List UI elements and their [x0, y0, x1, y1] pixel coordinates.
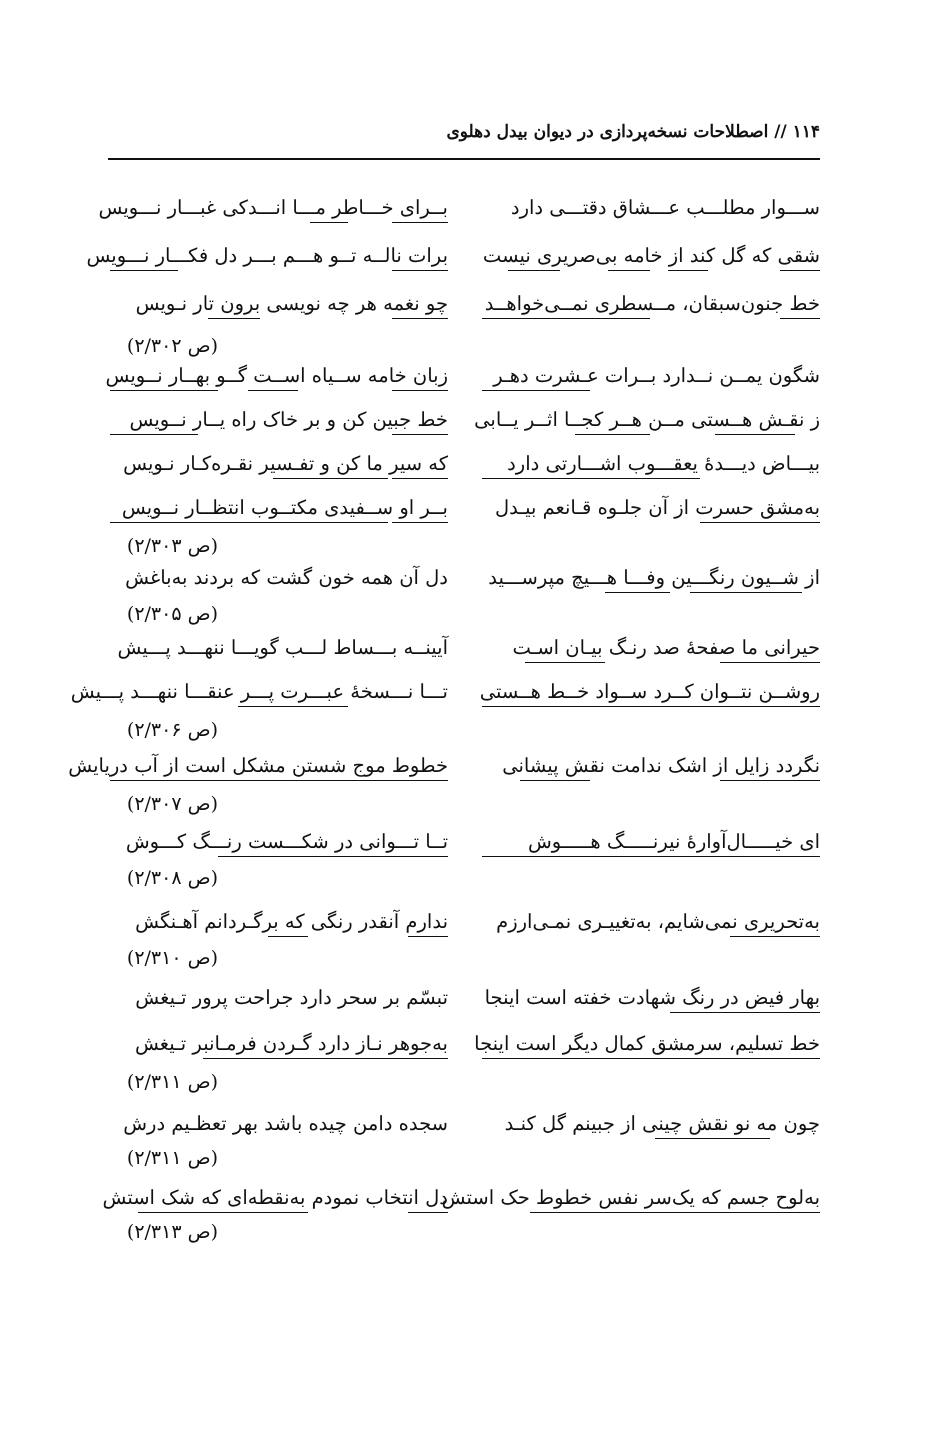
verse-list: [0, 188, 930, 1298]
verse-row: [0, 356, 930, 396]
underline-mark: [780, 270, 820, 271]
hemistich-left: خطوط موج شستن مشکل است از آب دریایش: [110, 746, 448, 786]
page-reference: (ص ۲/۳۰۲): [126, 335, 218, 357]
underline-mark: [690, 592, 802, 593]
page-reference: (ص ۲/۳۰۶): [126, 719, 218, 741]
hemistich-right: خط جنون‌سبقان، مــسطری نمــی‌خواهــد: [482, 284, 820, 324]
underline-mark: [310, 222, 348, 223]
underline-mark: [482, 390, 590, 391]
page-reference-row: [0, 1214, 930, 1254]
underline-mark: [110, 434, 198, 435]
underline-mark: [110, 522, 283, 523]
hemistich-right: حیرانی ما صفحۀ صد رنـگ بیـان اسـت: [482, 628, 820, 668]
verse-row: [0, 188, 930, 228]
underline-mark: [520, 780, 590, 781]
hemistich-left: سجده دامن چیده باشد بهر تعظـیم درش: [123, 1112, 448, 1135]
hemistich-right: شقی که گل کند از خامه بی‌صریری نیست: [482, 236, 820, 276]
hemistich-left: بــر او ســفیدی مکتــوب انتظــار نــویس: [110, 488, 448, 528]
verse-row: [0, 1024, 930, 1064]
underline-mark: [218, 856, 448, 857]
underline-mark: [482, 706, 820, 707]
hemistich-left: خط جبین کن و بر خاک راه یــار نــویس: [110, 400, 448, 440]
hemistich-left: چو نغمه هر چه نویسی برون تار نـویس: [110, 284, 448, 324]
underline-mark: [530, 1212, 820, 1213]
page-reference: (ص ۲/۳۱۱): [126, 1071, 218, 1093]
verse-row: [0, 488, 930, 528]
hemistich-left: تـــا نـــسخۀ عبـــرت پـــر عنقـــا ننهـــد پـــیش: [110, 672, 448, 712]
page-reference-row: [0, 1140, 930, 1180]
hemistich-right: نگردد زایل از اشک ندامت نقش پیشانی: [482, 746, 820, 786]
verse-row: [0, 902, 930, 942]
hemistich-left: که سیر ما کن و تفـسیر نقـره‌کـار نـویس: [110, 444, 448, 484]
hemistich-right: روشــن نتــوان کــرد ســواد خــط هــستی: [482, 672, 820, 712]
underline-mark: [700, 522, 820, 523]
hemistich-right: از شــیون رنگـــین وفـــا هـــیچ مپرســـید: [482, 558, 820, 598]
underline-mark: [268, 936, 308, 937]
underline-mark: [110, 270, 178, 271]
underline-mark: [670, 1012, 820, 1013]
underline-mark: [668, 270, 708, 271]
underline-mark: [138, 1212, 308, 1213]
hemistich-right: خط تسلیم، سرمشق کمال دیگر است اینجا: [482, 1024, 820, 1064]
underline-mark: [655, 1138, 770, 1139]
underline-mark: [730, 936, 820, 937]
underline-mark: [525, 662, 605, 663]
verse-row: [0, 746, 930, 786]
underline-mark: [605, 592, 670, 593]
page-reference: (ص ۲/۳۱۰): [126, 947, 218, 969]
underline-mark: [408, 936, 448, 937]
hemistich-left: تبسّم بر سحر دارد جراحت پرور تـیغش: [135, 986, 448, 1009]
hemistich-left: تــا تـــوانی در شکـــست رنـــگ کـــوش: [110, 822, 448, 862]
underline-mark: [482, 1058, 820, 1059]
underline-mark: [575, 434, 650, 435]
underline-mark: [780, 318, 820, 319]
hemistich-left: به‌جوهر نـاز دارد گـردن فرمـانبر تـیغش: [110, 1024, 448, 1064]
underline-mark: [273, 478, 388, 479]
underline-mark: [392, 434, 448, 435]
underline-mark: [482, 478, 700, 479]
underline-mark: [608, 270, 650, 271]
page-title: ۱۱۴ // اصطلاحات نسخه‌پردازی در دیوان بیدل دهلوی: [446, 122, 820, 142]
hemistich-right: ســـوار مطلـــب عـــشاق دقتـــی دارد: [510, 196, 820, 219]
hemistich-right: به‌مشق حسرت از آن جلـوه قـانعم بیـدل: [482, 488, 820, 528]
page-reference-row: [0, 786, 930, 826]
hemistich-left: ندارم آنقدر رنگی که برگـردانم آهـنگش: [110, 902, 448, 942]
underline-mark: [392, 222, 448, 223]
verse-row: [0, 672, 930, 712]
underline-mark: [715, 434, 795, 435]
underline-mark: [203, 1058, 448, 1059]
underline-mark: [482, 856, 820, 857]
underline-mark: [482, 318, 650, 319]
hemistich-left: بــرای خـــاطر مـــا انـــدکی غبـــار نـــویس: [110, 188, 448, 228]
underline-mark: [392, 318, 448, 319]
hemistich-left: زبان خامه ســیاه اســت گــو بهــار نــویس: [110, 356, 448, 396]
hemistich-left: برات نالــه تــو هـــم بـــر دل فکـــار نـــویس: [110, 236, 448, 276]
verse-row: [0, 444, 930, 484]
hemistich-right: به‌لوح جسم که یک‌سر نفس خطوط حک استش: [482, 1178, 820, 1218]
underline-mark: [208, 318, 260, 319]
underline-mark: [392, 390, 448, 391]
hemistich-left: دل انتخاب نمودم به‌نقطه‌ای که شک استش: [110, 1178, 448, 1218]
underline-mark: [110, 780, 448, 781]
page-reference: (ص ۲/۳۰۷): [126, 793, 218, 815]
page-reference-row: [0, 860, 930, 900]
underline-mark: [392, 478, 448, 479]
page-header: [108, 118, 820, 160]
hemistich-right: بیـــاض دیـــدۀ یعقـــوب اشـــارتی دارد: [482, 444, 820, 484]
verse-row: [0, 400, 930, 440]
hemistich-left: دل آن همه خون گشت که بردند به‌باغش: [125, 566, 448, 589]
page-reference: (ص ۲/۳۰۵): [126, 603, 218, 625]
underline-mark: [238, 706, 348, 707]
page-reference-row: [0, 940, 930, 980]
verse-row: [0, 284, 930, 324]
verse-row: [0, 1178, 930, 1218]
page-reference: (ص ۲/۳۱۱): [126, 1147, 218, 1169]
verse-row: [0, 628, 930, 668]
underline-mark: [392, 270, 448, 271]
underline-mark: [283, 522, 388, 523]
hemistich-right: شگون یمــن نــدارد بــرات عـشرت دهـر: [482, 356, 820, 396]
verse-row: [0, 978, 930, 1018]
page-reference-row: [0, 1064, 930, 1104]
underline-mark: [720, 662, 820, 663]
page-reference: (ص ۲/۳۰۳): [126, 535, 218, 557]
verse-row: [0, 822, 930, 862]
underline-mark: [248, 390, 298, 391]
underline-mark: [508, 270, 560, 271]
underline-mark: [408, 1212, 448, 1213]
hemistich-right: بهار فیض در رنگ شهادت خفته است اینجا: [482, 978, 820, 1018]
verse-row: [0, 236, 930, 276]
hemistich-right: به‌تحریری نمی‌شایم، به‌تغییـری نمـی‌ارزم: [482, 902, 820, 942]
hemistich-right: ای خیـــــال‌آوارۀ نیرنـــــگ هـــــوش: [482, 822, 820, 862]
hemistich-right: ز نقـش هــستی مــن هــر کجــا اثــر یــابی: [482, 400, 820, 440]
page-reference: (ص ۲/۳۱۳): [126, 1221, 218, 1243]
verse-row: [0, 558, 930, 598]
hemistich-right: چون مه نو نقش چینی از جبینم گل کنـد: [482, 1104, 820, 1144]
underline-mark: [392, 522, 448, 523]
verse-row: [0, 1104, 930, 1144]
hemistich-left: آیینــه بـــساط لـــب گویـــا ننهـــد پـــیش: [117, 636, 448, 659]
page-reference: (ص ۲/۳۰۸): [126, 867, 218, 889]
underline-mark: [110, 390, 218, 391]
underline-mark: [720, 780, 820, 781]
